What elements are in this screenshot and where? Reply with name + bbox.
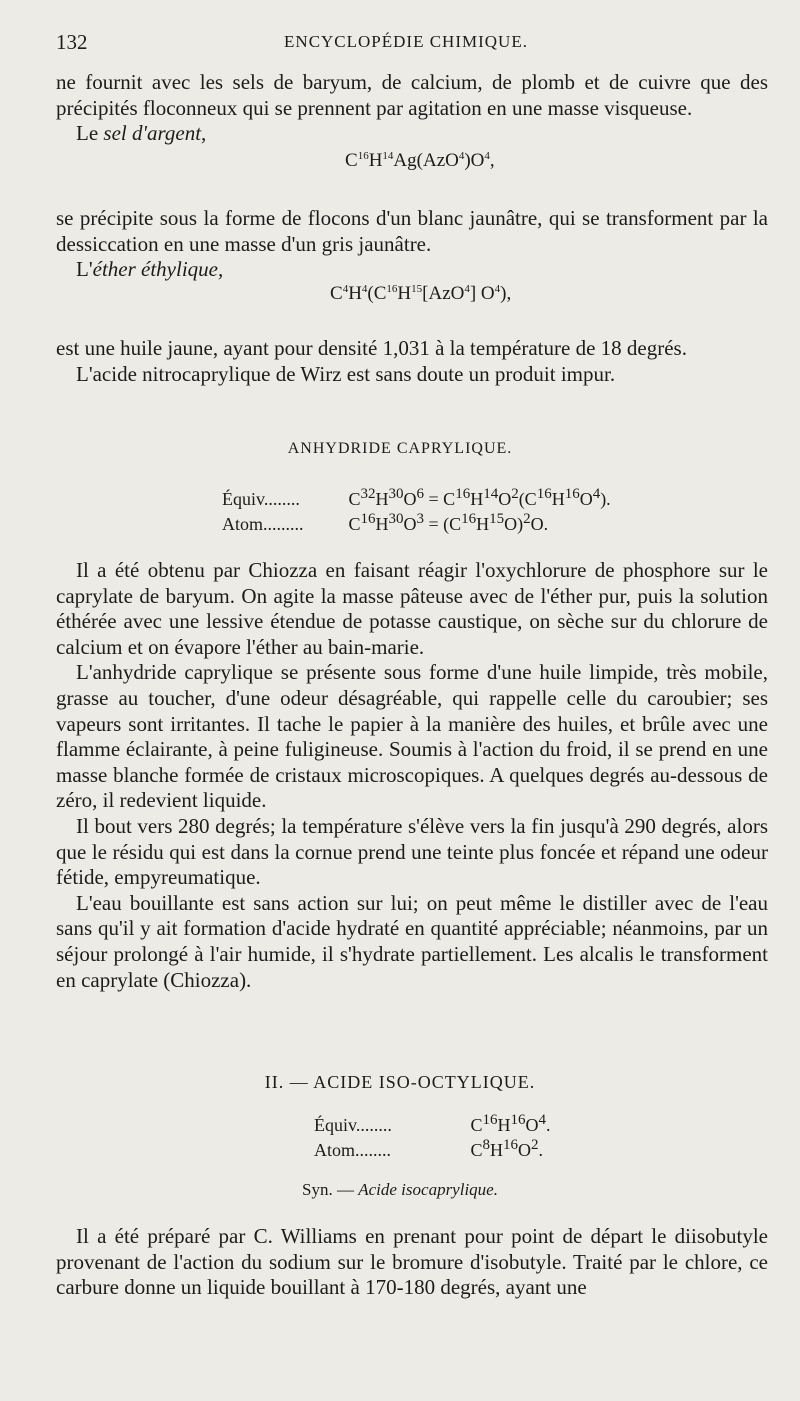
formula-symbol: C xyxy=(330,283,343,304)
formula-symbol: H xyxy=(551,489,565,509)
section-title-anhydride: ANHYDRIDE CAPRYLIQUE. xyxy=(287,440,513,457)
formula-index: 14 xyxy=(382,150,394,162)
atom-label: Atom........ xyxy=(314,1140,392,1160)
formula-symbol: O xyxy=(403,514,417,534)
formula-index: 30 xyxy=(388,511,404,527)
equiv-row xyxy=(222,486,611,511)
text-block-1 xyxy=(56,70,768,147)
paragraph: est une huile jaune, ayant pour densité 1,031 à la température de 18 degrés. xyxy=(56,336,687,360)
formula-symbol: O) xyxy=(504,514,524,534)
formula-ethyl-ether xyxy=(330,283,511,305)
atom-row xyxy=(222,511,611,536)
formula-symbol: C xyxy=(348,489,361,509)
formula-index: 4 xyxy=(464,283,470,295)
formula-index: 14 xyxy=(483,486,499,502)
formula-symbol: (C xyxy=(367,283,387,304)
formula-symbol: . xyxy=(538,1140,544,1160)
paragraph: Il a été préparé par C. Williams en prenant pour point de départ le diisobutyle provenant de l'action du sodium sur le bromure d'isobutyle. Traité par le chlore, ce carbure donne un liquide bouillant à 170-180 degrés, ayant une xyxy=(56,1224,768,1300)
formula-symbol: H xyxy=(368,150,383,171)
formula-index: 3 xyxy=(416,511,425,527)
formula-symbol: H xyxy=(348,283,362,304)
formula-symbol: H xyxy=(490,1140,504,1160)
formula-symbol: ). xyxy=(600,489,611,509)
paragraph xyxy=(56,121,768,147)
paragraph: Il a été obtenu par Chiozza en faisant réagir l'oxychlorure de phosphore sur le caprylate de baryum. On agite la masse pâteuse avec de l'éther pur, puis la solution éthérée avec une lessive étendue de potasse caustique, on sèche sur du chlorure de calcium et on évapore l'éther au bain-marie. xyxy=(56,558,768,659)
formula-index: 4 xyxy=(342,283,349,295)
equiv-value xyxy=(349,486,611,510)
formula-symbol: )O xyxy=(464,150,485,171)
formula-index: 16 xyxy=(357,150,369,162)
formula-index: 16 xyxy=(360,511,376,527)
formula-symbol: (C xyxy=(518,489,537,509)
paragraph: L'anhydride caprylique se présente sous forme d'une huile limpide, très mobile, grasse au toucher, d'une odeur désagréable, qui rappelle celle du caroubier; ses vapeurs sont irritantes. Il tache le papier à la manière des huiles, et brûle avec une flamme éclairante, à peine fuligineuse. Soumis à l'action du froid, il se prend en une masse blanche formée de cristaux microscopiques. A quelques degrés au-dessous de zéro, il redevient liquide. xyxy=(56,660,768,813)
formula-index: 16 xyxy=(503,1137,519,1153)
formula-index: 16 xyxy=(536,486,552,502)
formula-symbol: O. xyxy=(530,514,549,534)
page-header xyxy=(56,30,756,56)
text-block-4 xyxy=(56,558,768,993)
formula-index: 4 xyxy=(458,150,465,162)
page-number: 132 xyxy=(56,30,88,54)
atom-value xyxy=(471,1137,544,1161)
equiv-label: Équiv........ xyxy=(222,489,300,509)
formula-index: 16 xyxy=(564,486,580,502)
atom-row xyxy=(314,1137,551,1162)
formula-index: 4 xyxy=(361,283,368,295)
equiv-value xyxy=(471,1112,551,1136)
running-head: ENCYCLOPÉDIE CHIMIQUE. xyxy=(284,32,528,51)
atom-label: Atom......... xyxy=(222,514,304,534)
formula-index: 8 xyxy=(482,1137,491,1153)
text-block-2 xyxy=(56,206,768,283)
italic-term: sel d'argent, xyxy=(103,121,207,146)
formula-symbol: , xyxy=(489,150,495,171)
formula-index: 16 xyxy=(482,1112,498,1128)
paragraph: se précipite sous la forme de flocons d'un blanc jaunâtre, qui se transforment par la dessiccation en une masse d'un gris jaunâtre. xyxy=(56,206,768,256)
paragraph: L'acide nitrocaprylique de Wirz est sans doute un produit impur. xyxy=(76,361,616,386)
text-block-5 xyxy=(56,1224,768,1301)
formula-symbol: H xyxy=(476,514,490,534)
formula-index: 16 xyxy=(461,511,477,527)
formula-symbol: H xyxy=(375,514,389,534)
formula-index: 16 xyxy=(455,486,471,502)
formula-index: 4 xyxy=(484,150,490,162)
italic-term: éther éthylique, xyxy=(92,257,224,282)
text-prefix: Le xyxy=(76,121,104,146)
formula-symbol: O xyxy=(403,489,417,509)
formula-index: 2 xyxy=(511,486,519,502)
equiv-row xyxy=(314,1112,551,1137)
formula-index: 2 xyxy=(523,511,531,527)
formula-symbol: Ag(AzO xyxy=(393,150,459,171)
formula-symbol: H xyxy=(470,489,484,509)
formula-symbol: H xyxy=(375,489,389,509)
paragraph xyxy=(56,257,768,283)
formula-symbol: C xyxy=(345,150,358,171)
formula-silver-salt xyxy=(345,150,495,172)
text-prefix: L' xyxy=(76,257,93,282)
synonym-term: Acide isocaprylique. xyxy=(358,1180,498,1199)
formula-index: 4 xyxy=(494,283,501,295)
formula-index: 4 xyxy=(592,486,601,502)
formula-symbol: C xyxy=(470,1115,483,1135)
formula-symbol: ), xyxy=(500,283,512,304)
paragraph: ne fournit avec les sels de baryum, de calcium, de plomb et de cuivre que des précipités floconneux qui se prennent par agitation en une masse visqueuse. xyxy=(56,70,768,120)
formula-symbol: H xyxy=(397,283,412,304)
section-title-iso-octylique: II. — ACIDE ISO-OCTYLIQUE. xyxy=(264,1072,536,1092)
formula-index: 16 xyxy=(386,283,398,295)
formula-symbol: = (C xyxy=(424,514,462,534)
synonym-line xyxy=(0,1180,800,1200)
formula-index: 4 xyxy=(538,1112,547,1128)
formula-symbol: [AzO xyxy=(422,283,465,304)
formula-index: 15 xyxy=(411,283,423,295)
formula-index: 32 xyxy=(360,486,376,502)
formula-index: 15 xyxy=(489,511,505,527)
formula-symbol: . xyxy=(546,1115,551,1135)
formula-table-anhydride xyxy=(222,486,611,536)
formula-symbol: O xyxy=(579,489,593,509)
formula-symbol: H xyxy=(497,1115,511,1135)
formula-symbol: C xyxy=(470,1140,483,1160)
text-block-3 xyxy=(56,336,768,387)
formula-symbol: O xyxy=(518,1140,532,1160)
formula-symbol: O xyxy=(525,1115,539,1135)
formula-symbol: O xyxy=(498,489,512,509)
formula-index: 2 xyxy=(531,1137,539,1153)
atom-value xyxy=(349,511,549,535)
synonym-prefix: Syn. — xyxy=(302,1180,359,1199)
formula-table-iso-octylique xyxy=(314,1112,551,1162)
formula-index: 30 xyxy=(388,486,404,502)
paragraph: Il bout vers 280 degrés; la température s'élève vers la fin jusqu'à 290 degrés, alors que le résidu qui est dans la cornue prend une teinte plus foncée et répand une odeur fétide, empyreumatique. xyxy=(56,813,768,890)
formula-symbol: ] O xyxy=(469,283,495,304)
formula-symbol: = C xyxy=(424,489,456,509)
equiv-label: Équiv........ xyxy=(314,1115,392,1135)
formula-symbol: C xyxy=(348,514,361,534)
formula-index: 6 xyxy=(416,486,425,502)
paragraph: L'eau bouillante est sans action sur lui; on peut même le distiller avec de l'eau sans qu'il y ait formation d'acide hydraté en quantité appréciable; néanmoins, par un séjour prolongé à l'air humide, il s'hydrate partiellement. Les alcalis le transforment en caprylate (Chiozza). xyxy=(56,890,768,992)
formula-index: 16 xyxy=(510,1112,526,1128)
